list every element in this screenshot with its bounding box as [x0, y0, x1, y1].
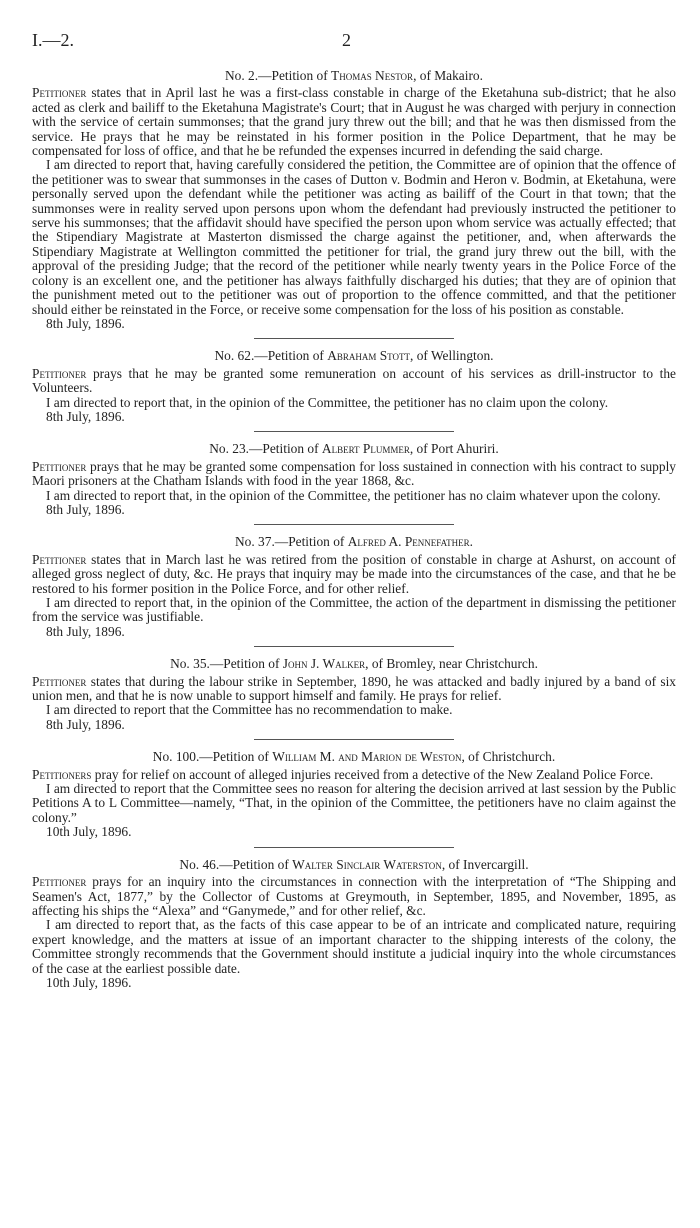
petition-title: [32, 349, 676, 363]
petition-number: No. 46.—Petition of: [179, 856, 293, 872]
report-date: 8th July, 1896.: [46, 501, 125, 517]
petition-title: [32, 535, 676, 549]
section-divider: [254, 739, 454, 740]
committee-report: I am directed to report that the Committee has no recommendation to make.: [46, 702, 453, 718]
report-date: 8th July, 1896.: [46, 315, 125, 331]
paper-reference: I.—2.: [32, 30, 74, 50]
statement-text: prays that he may be granted some remuneration on account of his services as drill-instructor to the Volunteers.: [32, 365, 676, 396]
petition-statement: [32, 86, 676, 158]
petitioner-label: Petitioner: [32, 673, 87, 689]
statement-text: pray for relief on account of alleged injuries received from a detective of the New Zealand Police Force.: [91, 766, 654, 782]
petition-title: [32, 657, 676, 671]
committee-report: I am directed to report that, in the opinion of the Committee, the petitioner has no claim upon the colony.: [46, 394, 609, 410]
statement-text: states that during the labour strike in September, 1890, he was attacked and badly injured by a band of six union men, and that he is now unable to support himself and family. He prays for relief.: [32, 673, 676, 704]
section-divider: [254, 431, 454, 432]
petitioner-location: , of Invercargill.: [441, 856, 529, 872]
petition-number: No. 35.—Petition of: [170, 656, 283, 672]
petition-statement: [32, 675, 676, 704]
petition-entry: [32, 750, 676, 847]
petitioner-name: Thomas Nestor: [331, 68, 414, 83]
statement-text: states that in March last he was retired from the position of constable in charge at Ashurst, on account of alleged gross neglect of duty, &c. He prays that inquiry may be made into the circumstances of the case, and that he be restored to his former position in the Police Force, and for other relief.: [32, 551, 676, 596]
report-date: 10th July, 1896.: [46, 824, 132, 840]
petitioner-name: Walter Sinclair Waterston: [292, 856, 442, 872]
petition-number: No. 2.—Petition of: [225, 68, 332, 83]
petitioner-name: Abraham Stott: [327, 348, 411, 364]
committee-report: I am directed to report that, in the opinion of the Committee, the action of the department in dismissing the petitioner from the service was justifiable.: [32, 595, 676, 625]
petitioner-label: Petitioner: [32, 458, 87, 474]
petition-statement: [32, 460, 676, 489]
section-divider: [254, 524, 454, 525]
petitioner-label: Petitioner: [32, 365, 87, 381]
petition-statement: [32, 553, 676, 596]
petitioner-label: Petitioner: [32, 551, 87, 567]
petitioner-location: , of Port Ahuriri.: [409, 441, 499, 457]
statement-text: prays that he may be granted some compensation for loss sustained in connection with his contract to supply Maori prisoners at the Chatham Islands with food in the year 1868, &c.: [32, 458, 676, 489]
petition-title: [32, 442, 676, 456]
petition-entry: [32, 657, 676, 740]
petition-number: No. 23.—Petition of: [209, 441, 322, 457]
report-date: 8th July, 1896.: [46, 408, 125, 424]
petitions-list: [32, 69, 676, 990]
petition-entry: [32, 69, 676, 339]
report-date: 8th July, 1896.: [46, 623, 125, 639]
petition-title: [32, 69, 676, 83]
petitioner-location: , of Christchurch.: [461, 749, 556, 765]
report-date: 8th July, 1896.: [46, 716, 125, 732]
petitioner-name: Albert Plummer: [321, 441, 410, 457]
statement-text: states that in April last he was a first-class constable in charge of the Eketahuna sub-district; that he also acted as clerk and bailiff to the Eketahuna Magistrate's Court; that in August he was charged with perjury in connection with the service of certain summonses; that the grand jury threw out the bill; and that he was then dismissed from the service. He prays that he may be reinstated in his former position in the Police Department, that he may be compensated for loss of office, and that he be refunded the expenses incurred in defending the said charge.: [32, 85, 676, 159]
section-divider: [254, 646, 454, 647]
petition-title: [32, 858, 676, 872]
petitioner-label: Petitioner: [32, 85, 87, 101]
petitioner-name: John J. Walker: [282, 656, 366, 672]
petitioner-label: Petitioners: [32, 766, 92, 782]
petition-title: [32, 750, 676, 764]
petitioner-location: , of Makairo.: [413, 68, 483, 83]
petitioner-name: Alfred A. Pennefather: [347, 534, 470, 550]
committee-report: I am directed to report that, having carefully considered the petition, the Committee are of opinion that the offence of the petitioner was to swear that summonses in the cases of Dutton v. Bodmin and Heron v. Bodmin, at Eketahuna, were personally served upon the defendant while the petitioner was acting as bailiff of the Court in that town; that the summonses were in reality served upon persons upon whom the defendant had previously instructed the petitioner to serve his summonses; that the affidavit should have specified the person upon whom service was actually effected; that the Stipendiary Magistrate at Masterton dismissed the charge against the petitioner, and, when afterwards the Stipendiary Magistrate at Wellington committed the petitioner for trial, the grand jury threw out the bill, with the approval of the presiding Judge; that the record of the petitioner while nearly twenty years in the Police Force of the colony is an excellent one, and the petitioner has always faithfully discharged his duties; that they are of opinion that the punishment meted out to the petitioner was out of proportion to the offence committed, and that the petitioner should either be reinstated in the Force, or receive some compensation for the loss of his position as constable.: [32, 157, 676, 317]
petition-entry: [32, 535, 676, 647]
petitioner-name: William M. and Marion de Weston: [272, 749, 462, 765]
petitioner-location: .: [469, 534, 473, 550]
petition-number: No. 100.—Petition of: [152, 749, 273, 765]
petition-statement: [32, 875, 676, 918]
petitioner-location: , of Wellington.: [410, 348, 494, 364]
petition-number: No. 37.—Petition of: [235, 534, 348, 550]
committee-report: I am directed to report that the Committee sees no reason for altering the decision arrived at last session by the Public Petitions A to L Committee—namely, “That, in the opinion of the Committee, the petitioners have no claim against the colony.”: [32, 781, 676, 825]
section-divider: [254, 847, 454, 848]
petition-number: No. 62.—Petition of: [214, 348, 328, 364]
page-header: [32, 30, 668, 54]
petition-entry: [32, 858, 676, 991]
committee-report: I am directed to report that, in the opinion of the Committee, the petitioner has no claim whatever upon the colony.: [46, 487, 661, 503]
petition-statement: [32, 367, 676, 396]
report-date: 10th July, 1896.: [46, 974, 132, 990]
petitioner-location: , of Bromley, near Christchurch.: [365, 656, 538, 672]
petition-statement: [32, 768, 676, 782]
section-divider: [254, 338, 454, 339]
petition-entry: [32, 442, 676, 525]
petition-entry: [32, 349, 676, 432]
page-number: 2: [342, 30, 351, 50]
petitioner-label: Petitioner: [32, 874, 87, 890]
statement-text: prays for an inquiry into the circumstances in connection with the interpretation of “The Shipping and Seamen's Act, 1877,” by the Collector of Customs at Greymouth, in September, 1895, and November, 1895, as affecting his ships the “Alexa” and “Ganymede,” and for other relief, &c.: [32, 874, 676, 918]
committee-report: I am directed to report that, as the facts of this case appear to be of an intricate and complicated nature, requiring expert knowledge, and the matters at issue of an important character to the shipping interests of the colony, the Committee strongly recommends that the Government should institute a judicial inquiry into the whole circumstances of the case at the earliest possible date.: [32, 917, 676, 976]
